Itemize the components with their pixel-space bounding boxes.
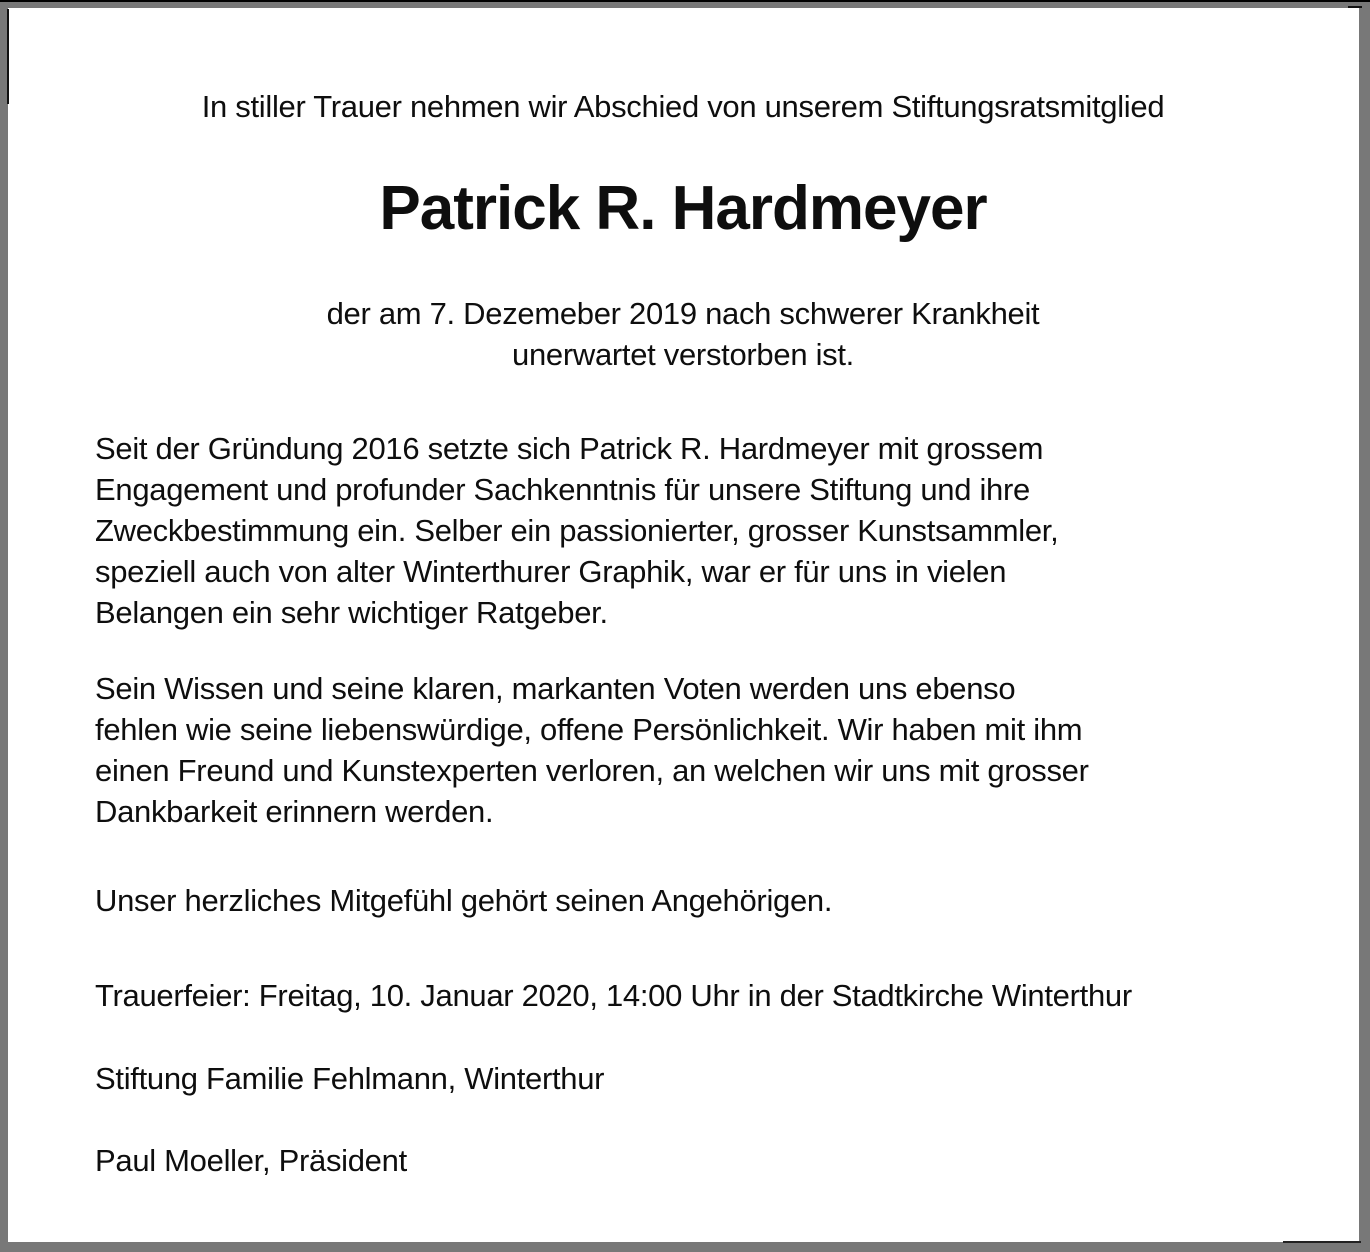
paragraph-line: Engagement und profunder Sachkenntnis für unsere Stiftung und ihre — [95, 472, 1030, 507]
paragraph-line: speziell auch von alter Winterthurer Graphik, war er für uns in vielen — [95, 554, 1007, 589]
paragraph-line: Sein Wissen und seine klaren, markanten Voten werden uns ebenso — [95, 671, 1016, 706]
funeral-service-info: Trauerfeier: Freitag, 10. Januar 2020, 14:00 Uhr in der Stadtkirche Winterthur — [95, 978, 1132, 1013]
scan-edge-artifact — [0, 0, 1370, 2]
tribute-paragraph-1 — [95, 428, 1271, 633]
paragraph-line: Seit der Gründung 2016 setzte sich Patrick R. Hardmeyer mit grossem — [95, 431, 1044, 466]
paragraph-line: fehlen wie seine liebenswürdige, offene Persönlichkeit. Wir haben mit ihm — [95, 712, 1083, 747]
death-statement-line: der am 7. Dezemeber 2019 nach schwerer Krankheit — [326, 296, 1040, 331]
scan-edge-artifact — [7, 9, 9, 104]
deceased-name: Patrick R. Hardmeyer — [379, 174, 987, 243]
death-statement-line: unerwartet verstorben ist. — [512, 337, 854, 372]
paragraph-line: Belangen ein sehr wichtiger Ratgeber. — [95, 595, 608, 630]
death-statement — [95, 293, 1271, 375]
obituary-page — [8, 8, 1359, 1242]
scan-edge-artifact — [1283, 1241, 1361, 1243]
intro-line: In stiller Trauer nehmen wir Abschied von unserem Stiftungsratsmitglied — [201, 89, 1165, 124]
tribute-paragraph-2 — [95, 668, 1271, 832]
paragraph-line: Zweckbestimmung ein. Selber ein passionierter, grosser Kunstsammler, — [95, 513, 1059, 548]
organization-name: Stiftung Familie Fehlmann, Winterthur — [95, 1061, 605, 1096]
paragraph-line: einen Freund und Kunstexperten verloren, an welchen wir uns mit grosser — [95, 753, 1089, 788]
scan-edge-artifact — [1348, 6, 1362, 8]
condolence-line: Unser herzliches Mitgefühl gehört seinen Angehörigen. — [95, 883, 833, 918]
paragraph-line: Dankbarkeit erinnern werden. — [95, 794, 494, 829]
signature-line: Paul Moeller, Präsident — [95, 1143, 407, 1178]
